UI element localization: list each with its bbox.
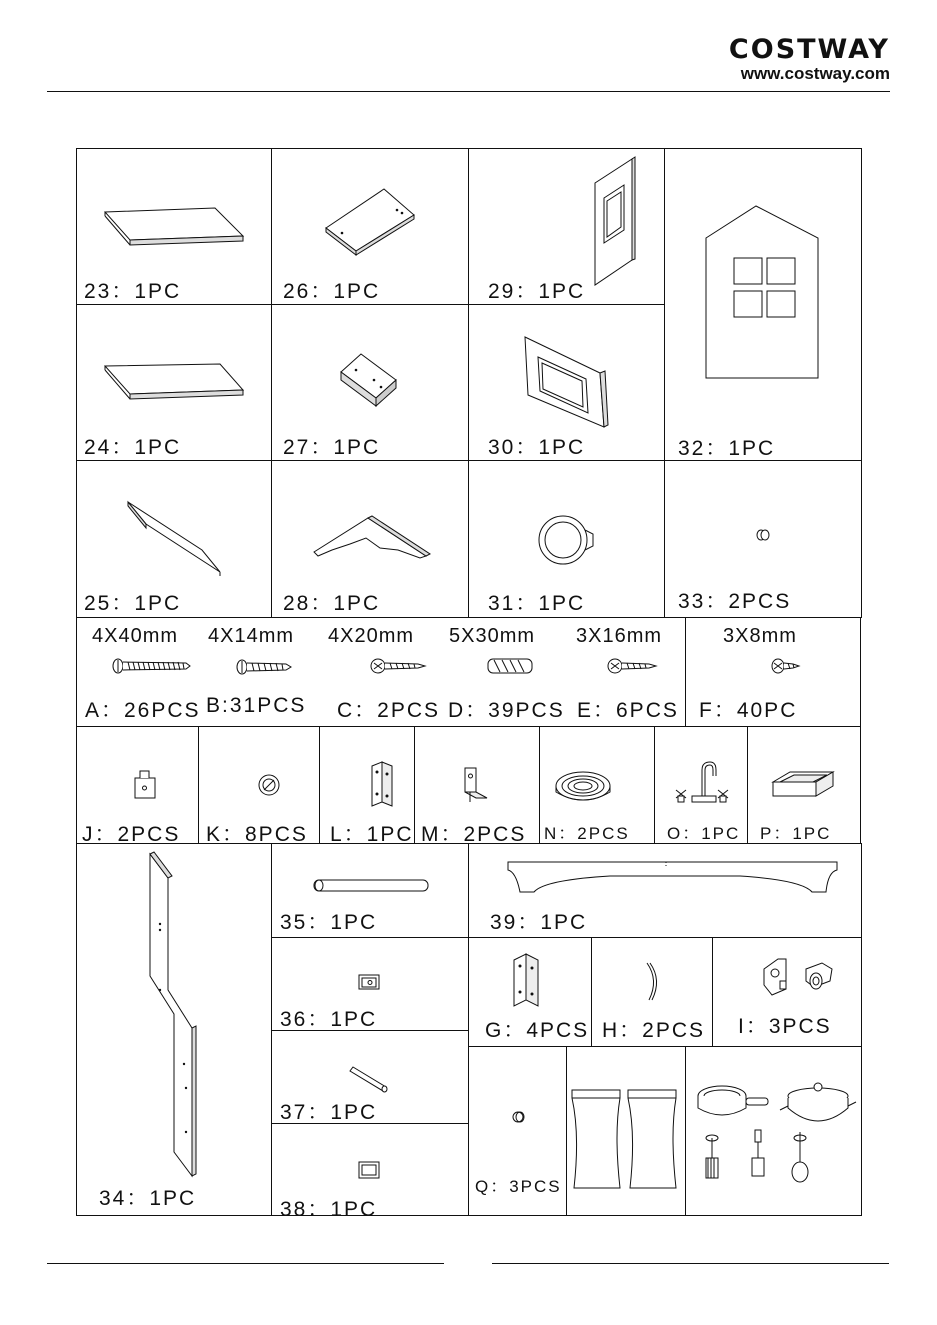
part-24-shelf-icon [100, 360, 250, 405]
hw-q-dowel-icon [511, 1110, 527, 1124]
part-33-dowel-icon [756, 528, 772, 542]
part-35-label: 35：1PC [280, 911, 378, 934]
footer-rule-right [492, 1263, 889, 1264]
screw-b-icon [236, 658, 294, 676]
part-37-peg-icon [348, 1062, 392, 1092]
screw-f-size: 3X8mm [723, 625, 797, 647]
part-28-arch-icon [310, 512, 435, 562]
screw-c-qty: C：2PCS [337, 699, 441, 722]
hw-h-handle-icon [643, 960, 663, 1004]
screw-a-size: 4X40mm [92, 625, 179, 647]
hw-g-qty: G：4PCS [485, 1019, 590, 1042]
part-37-label: 37：1PC [280, 1101, 378, 1124]
dowel-d-qty: D：39PCS [448, 699, 565, 722]
part-26-label: 26：1PC [283, 280, 381, 303]
hw-p-qty: P：1PC [760, 824, 832, 843]
part-29-panel-icon [590, 155, 640, 295]
hw-j-qty: J：2PCS [82, 823, 181, 846]
part-38-label: 38：1PC [280, 1198, 378, 1221]
hw-n-qty: N：2PCS [544, 824, 630, 843]
hw-m-angle-bracket-icon [462, 766, 490, 806]
screw-a-icon [112, 657, 192, 675]
brand-logo [729, 36, 890, 84]
dowel-d-icon [486, 657, 534, 675]
screws-divider [685, 617, 686, 727]
hw-q-qty: Q：3PCS [475, 1177, 562, 1196]
screw-f-icon [771, 657, 801, 675]
screw-e-qty: E：6PCS [577, 699, 679, 722]
screw-f-qty: F：40PC [699, 699, 798, 722]
hw-o-faucet-icon [672, 760, 732, 806]
screw-e-icon [607, 657, 659, 675]
screw-d-size: 5X30mm [449, 625, 536, 647]
part-30-frame-icon [520, 333, 610, 433]
hw-l-hinge-icon [368, 760, 396, 808]
part-39-label: 39：1PC [490, 911, 588, 934]
part-27-bracket-icon [336, 350, 406, 410]
part-30-label: 30：1PC [488, 436, 586, 459]
hw-k-qty: K：8PCS [206, 823, 308, 846]
part-35-rod-icon [310, 876, 432, 896]
brand-name: COSTWAY [728, 34, 890, 65]
part-31-ring-icon [535, 512, 600, 567]
part-32-house-panel-icon [700, 200, 825, 382]
part-33-label: 33：2PCS [678, 590, 792, 613]
header-rule [47, 91, 890, 92]
hw-g-hinge-icon [510, 952, 544, 1008]
hw-h-qty: H：2PCS [602, 1019, 706, 1042]
hw-j-bracket-icon [132, 768, 158, 800]
part-28-label: 28：1PC [283, 592, 381, 615]
part-23-label: 23：1PC [84, 280, 182, 303]
part-31-label: 31：1PC [488, 592, 586, 615]
hw-p-sink-icon [770, 768, 836, 802]
hw-l-qty: L：1PC [330, 823, 414, 846]
part-23-shelf-icon [100, 200, 250, 250]
hw-m-qty: M：2PCS [421, 823, 527, 846]
screw-a-qty: A：26PCS [85, 699, 201, 722]
part-34-side-panel-icon [146, 850, 202, 1180]
cookware-icon [692, 1078, 858, 1188]
footer-rule-left [47, 1263, 444, 1264]
hw-o-qty: O：1PC [667, 824, 741, 843]
screw-e-size: 3X16mm [576, 625, 663, 647]
hw-k-cam-lock-icon [256, 772, 282, 798]
towels-icon [568, 1084, 684, 1194]
part-36-block-icon [357, 972, 383, 992]
part-25-angled-board-icon [120, 498, 225, 580]
part-32-label: 32：1PC [678, 437, 776, 460]
hw-n-burner-grate-icon [553, 768, 613, 808]
part-25-label: 25：1PC [84, 592, 182, 615]
part-34-label: 34：1PC [99, 1187, 197, 1210]
part-27-label: 27：1PC [283, 436, 381, 459]
part-24-label: 24：1PC [84, 436, 182, 459]
screw-b-qty: B:31PCS [206, 694, 307, 717]
hw-i-knob-icon [760, 955, 840, 999]
hw-i-qty: I：3PCS [738, 1015, 832, 1038]
part-26-board-icon [322, 185, 422, 255]
screw-c-size: 4X20mm [328, 625, 415, 647]
part-29-label: 29：1PC [488, 280, 586, 303]
brand-url: www.costway.com [740, 64, 890, 83]
screw-c-icon [370, 657, 428, 675]
part-38-block-icon [357, 1160, 383, 1182]
part-39-crown-rail-icon [500, 858, 845, 898]
screw-b-size: 4X14mm [208, 625, 295, 647]
part-36-label: 36：1PC [280, 1008, 378, 1031]
